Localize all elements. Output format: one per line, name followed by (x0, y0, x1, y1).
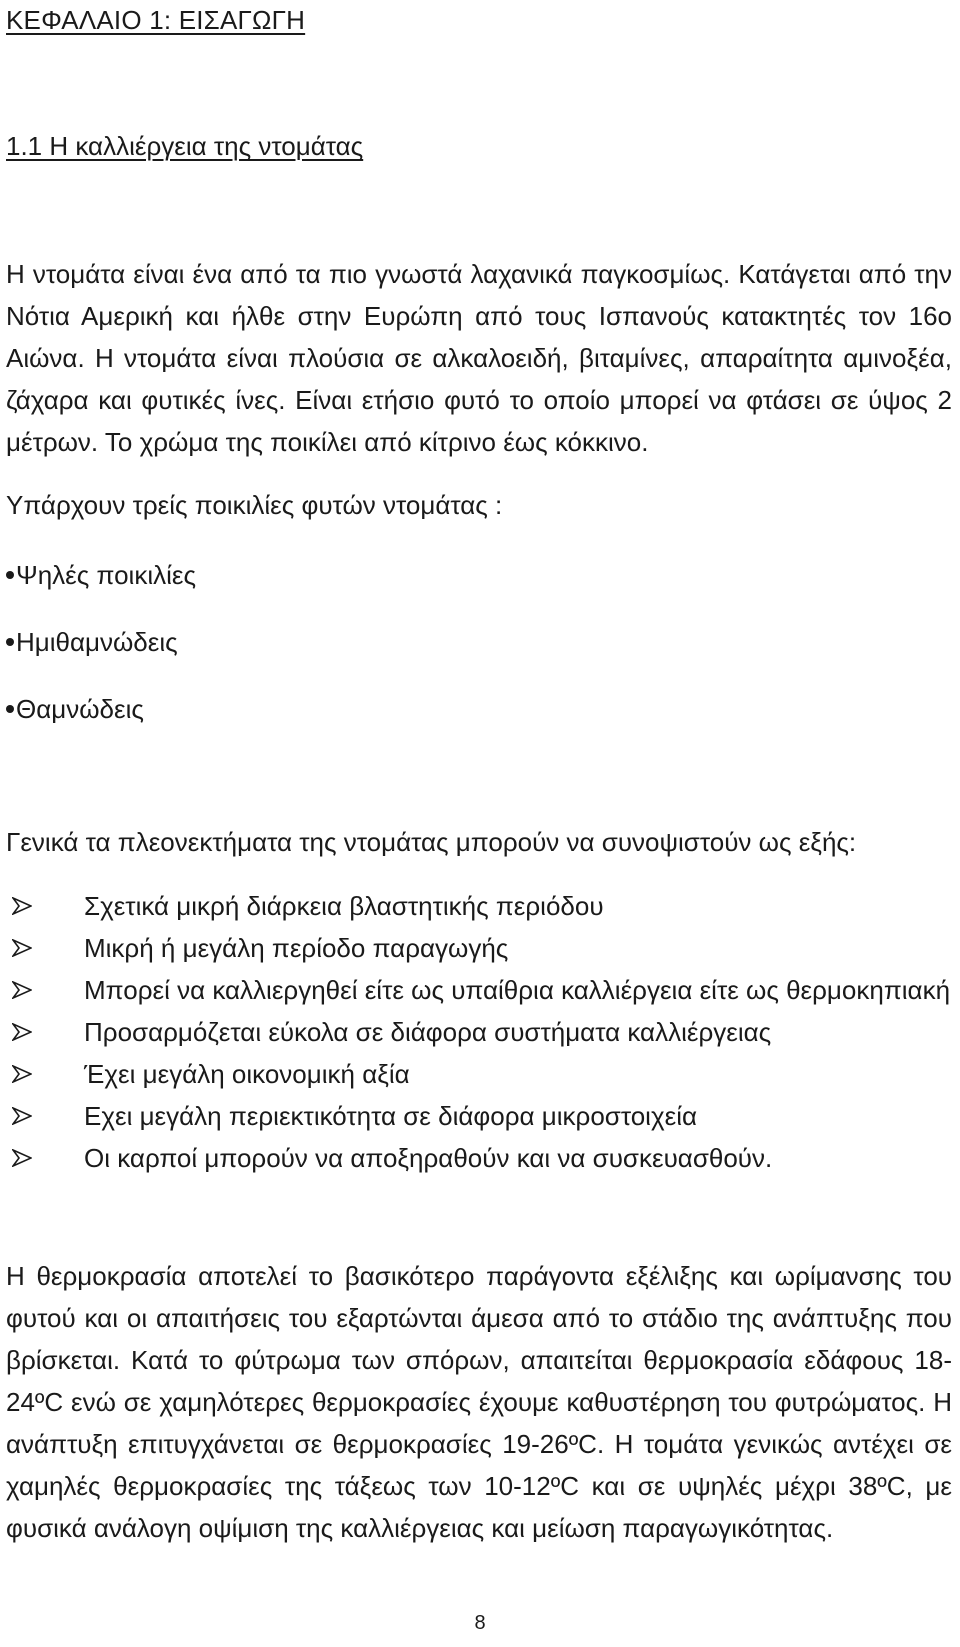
section-title: 1.1 Η καλλιέργεια της ντομάτας (6, 131, 364, 161)
variety-label: Ημιθαμνώδεις (16, 627, 178, 657)
variety-label: Θαμνώδεις (16, 694, 144, 724)
arrowhead-bullet-icon (12, 939, 32, 957)
list-item (6, 689, 196, 756)
advantage-text: Σχετικά μικρή διάρκεια βλαστητικής περιόδου (84, 891, 604, 921)
intro-paragraph: Η ντομάτα είναι ένα από τα πιο γνωστά λαχανικά παγκοσμίως. Κατάγεται από την Νότια Αμερική και ήλθε στην Ευρώπη από τους Ισπανούς κατακτητές τον 16ο Αιώνα. Η ντομάτα είναι πλούσια σε αλκαλοειδή, βιταμίνες, απαραίτητα αμινοξέα, ζάχαρα και φυτικές ίνες. Είναι ετήσιο φυτό το οποίο μπορεί να φτάσει σε ύψος 2 μέτρων. Το χρώμα της ποικίλει από κίτρινο έως κόκκινο. (6, 259, 952, 457)
advantage-text: Προσαρμόζεται εύκολα σε διάφορα συστήματα καλλιέργειας (84, 1017, 772, 1047)
advantage-text: Έχει μεγάλη οικονομική αξία (84, 1059, 410, 1089)
list-item (6, 885, 952, 927)
chapter-title: ΚΕΦΑΛΑΙΟ 1: ΕΙΣΑΓΩΓΗ (6, 5, 306, 35)
advantage-text: Μικρή ή μεγάλη περίοδο παραγωγής (84, 933, 509, 963)
arrowhead-bullet-icon (12, 1149, 32, 1167)
advantage-text: Εχει μεγάλη περιεκτικότητα σε διάφορα μικροστοιχεία (84, 1101, 698, 1131)
bullet-dot-icon (6, 638, 14, 646)
arrowhead-bullet-icon (12, 897, 32, 915)
advantage-text: Μπορεί να καλλιεργηθεί είτε ως υπαίθρια καλλιέργεια είτε ως θερμοκηπιακή (84, 975, 951, 1005)
arrowhead-bullet-icon (12, 1023, 32, 1041)
advantages-list (6, 885, 952, 1179)
list-item (6, 1053, 952, 1095)
varieties-intro: Υπάρχουν τρείς ποικιλίες φυτών ντομάτας : (6, 490, 503, 520)
list-item (6, 927, 952, 969)
varieties-list (6, 555, 196, 756)
bullet-dot-icon (6, 705, 14, 713)
list-item (6, 555, 196, 622)
list-item (6, 1095, 952, 1137)
arrowhead-bullet-icon (12, 981, 32, 999)
arrowhead-bullet-icon (12, 1065, 32, 1083)
list-item (6, 1137, 952, 1179)
bullet-dot-icon (6, 571, 14, 579)
arrowhead-bullet-icon (12, 1107, 32, 1125)
advantages-intro: Γενικά τα πλεονεκτήματα της ντομάτας μπορούν να συνοψιστούν ως εξής: (6, 827, 857, 857)
temperature-paragraph: Η θερμοκρασία αποτελεί το βασικότερο παράγοντα εξέλιξης και ωρίμανσης του φυτού και οι απαιτήσεις του εξαρτώνται άμεσα από το στάδιο της ανάπτυξης που βρίσκεται. Κατά το φύτρωμα των σπόρων, απαιτείται θερμοκρασία εδάφους 18-24ºC ενώ σε χαμηλότερες θερμοκρασίες έχουμε καθυστέρηση του φυτρώματος. Η ανάπτυξη επιτυγχάνεται σε θερμοκρασίες 19-26ºC. Η τομάτα γενικώς αντέχει σε χαμηλές θερμοκρασίες της τάξεως των 10-12ºC και σε υψηλές μέχρι 38ºC, με φυσικά ανάλογη οψίμιση της καλλιέργειας και μείωση παραγωγικότητας. (6, 1261, 952, 1543)
list-item (6, 969, 952, 1011)
list-item (6, 1011, 952, 1053)
variety-label: Ψηλές ποικιλίες (16, 560, 197, 590)
page-number: 8 (474, 1612, 486, 1634)
advantage-text: Οι καρποί μπορούν να αποξηραθούν και να συσκευασθούν. (84, 1143, 773, 1173)
list-item (6, 622, 196, 689)
